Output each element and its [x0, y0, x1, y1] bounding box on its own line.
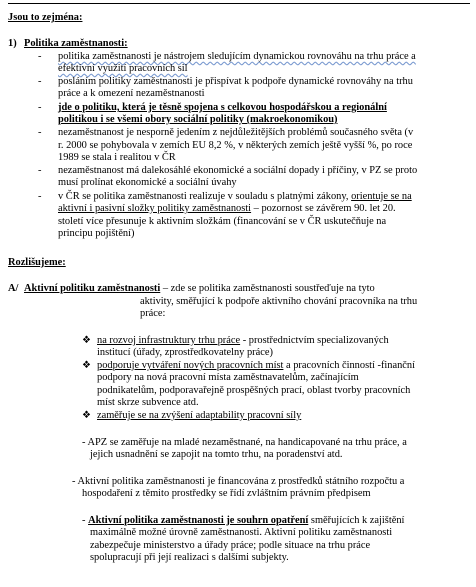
paragraph: - Aktivní politika zaměstnanosti je souhrn opatření směřujících k zajištění [82, 515, 405, 526]
dash-marker: - [38, 76, 42, 87]
list-item: politika zaměstnanosti je nástrojem sledujícím dynamickou rovnováhu na trhu práce a [58, 51, 416, 62]
bullet-item-cont: institucí (úřady, zprostředkovatelny práce) [97, 347, 273, 358]
section1-number: 1) [8, 38, 17, 49]
list-item: jde o politiku, která je těsně spojena s celkovou hospodářskou a regionální [58, 102, 387, 113]
section1-title: Politika zaměstnanosti: [24, 38, 128, 49]
bullet-item-cont: podpory na nová pracovní místa zaměstnavatelům, začínajícím [97, 372, 359, 383]
diamond-bullet-icon: ❖ [82, 360, 91, 371]
diamond-bullet-icon: ❖ [82, 410, 91, 421]
list-item-cont: efektivní využití pracovních sil [58, 63, 188, 74]
list-item-cont: musí prolínat ekonomické a sociální úvahy [58, 177, 237, 188]
list-item: v ČR se politika zaměstnanosti realizuje v souladu s platnými zákony, orientuje se na [58, 191, 412, 202]
top-rule [8, 3, 470, 4]
bullet-item: na rozvoj infrastruktury trhu práce - prostřednictvím specializovaných [97, 335, 389, 346]
paragraph: - APZ se zaměřuje na mladé nezaměstnané, na handicapované na trhu práce, a [82, 437, 407, 448]
dash-marker: - [38, 165, 42, 176]
dash-marker: - [38, 191, 42, 202]
heading: Jsou to zejména: [8, 12, 83, 23]
list-item-cont: století více přesunuje k aktivním složkám (financování se v ČR uskutečňuje na [58, 216, 387, 227]
dash-marker: - [38, 127, 42, 138]
sectionA-intro-cont: aktivity, směřující k podpoře aktivního chování pracovníka na trhu [140, 296, 418, 307]
list-item-cont: aktivní i pasivní složky politiky zaměstnanosti – pozornost se závěrem 90. let 20. [58, 203, 396, 214]
list-item: nezaměstnanost je nesporně jedením z nejdůležitějších problémů současného světa (v [58, 127, 414, 138]
bullet-item: zaměřuje se na zvýšení adaptability pracovní síly [97, 410, 302, 421]
list-item-cont: r. 2000 se pohybovala v zemích EU 8,2 %, v některých zemích ještě vyšší %, po roce [58, 140, 413, 151]
paragraph-cont: zabezpečuje ministerstvo a úřady práce; podle situace na trhu práce [90, 540, 371, 551]
distinguish-heading: Rozlišujeme: [8, 257, 66, 268]
paragraph-cont: jejich usnadnění se zapojit na tomto trhu, na poradenství atd. [90, 449, 343, 460]
paragraph-cont: maximálně možné úrovně zaměstnanosti. Aktivní politiku zaměstnanosti [90, 527, 393, 538]
sectionA-intro: Aktivní politiku zaměstnanosti – zde se politika zaměstnanosti soustřeďuje na tyto [24, 283, 375, 294]
bullet-item-cont: míst skrze subvence atd. [97, 397, 199, 408]
dash-marker: - [38, 102, 42, 113]
list-item-cont: práce a k omezení nezaměstnanosti [58, 88, 205, 99]
list-item-cont: politikou i se všemi obory sociální politiky (makroekonomikou) [58, 114, 338, 125]
list-item-cont: 1989 se stala i realitou v ČR [58, 152, 176, 163]
diamond-bullet-icon: ❖ [82, 335, 91, 346]
paragraph-cont: hospodaření z těmito prostředky se řídí zvláštním právním předpisem [82, 488, 371, 499]
bullet-item-cont: podnikatelům, podporavařejně prospěšných prací, oblast tvorby pracovních [97, 385, 411, 396]
list-item: nezaměstnanost má dalekosáhlé ekonomické a sociální dopady i příčiny, v PZ se proto [58, 165, 418, 176]
sectionA-intro-cont: práce: [140, 308, 166, 319]
list-item: posláním politiky zaměstnanosti je přispívat k podpoře dynamické rovnováhy na trhu [58, 76, 413, 87]
dash-marker: - [38, 51, 42, 62]
list-item-cont: principu pojištění) [58, 228, 135, 239]
bullet-item: podporuje vytváření nových pracovních míst a pracovních činností -finanční [97, 360, 415, 371]
paragraph-cont: spolupracují při její realizaci s dalšími subjekty. [90, 552, 289, 563]
paragraph: - Aktivní politika zaměstnanosti je financována z prostředků státního rozpočtu a [72, 476, 405, 487]
sectionA-label: A/ [8, 283, 19, 294]
